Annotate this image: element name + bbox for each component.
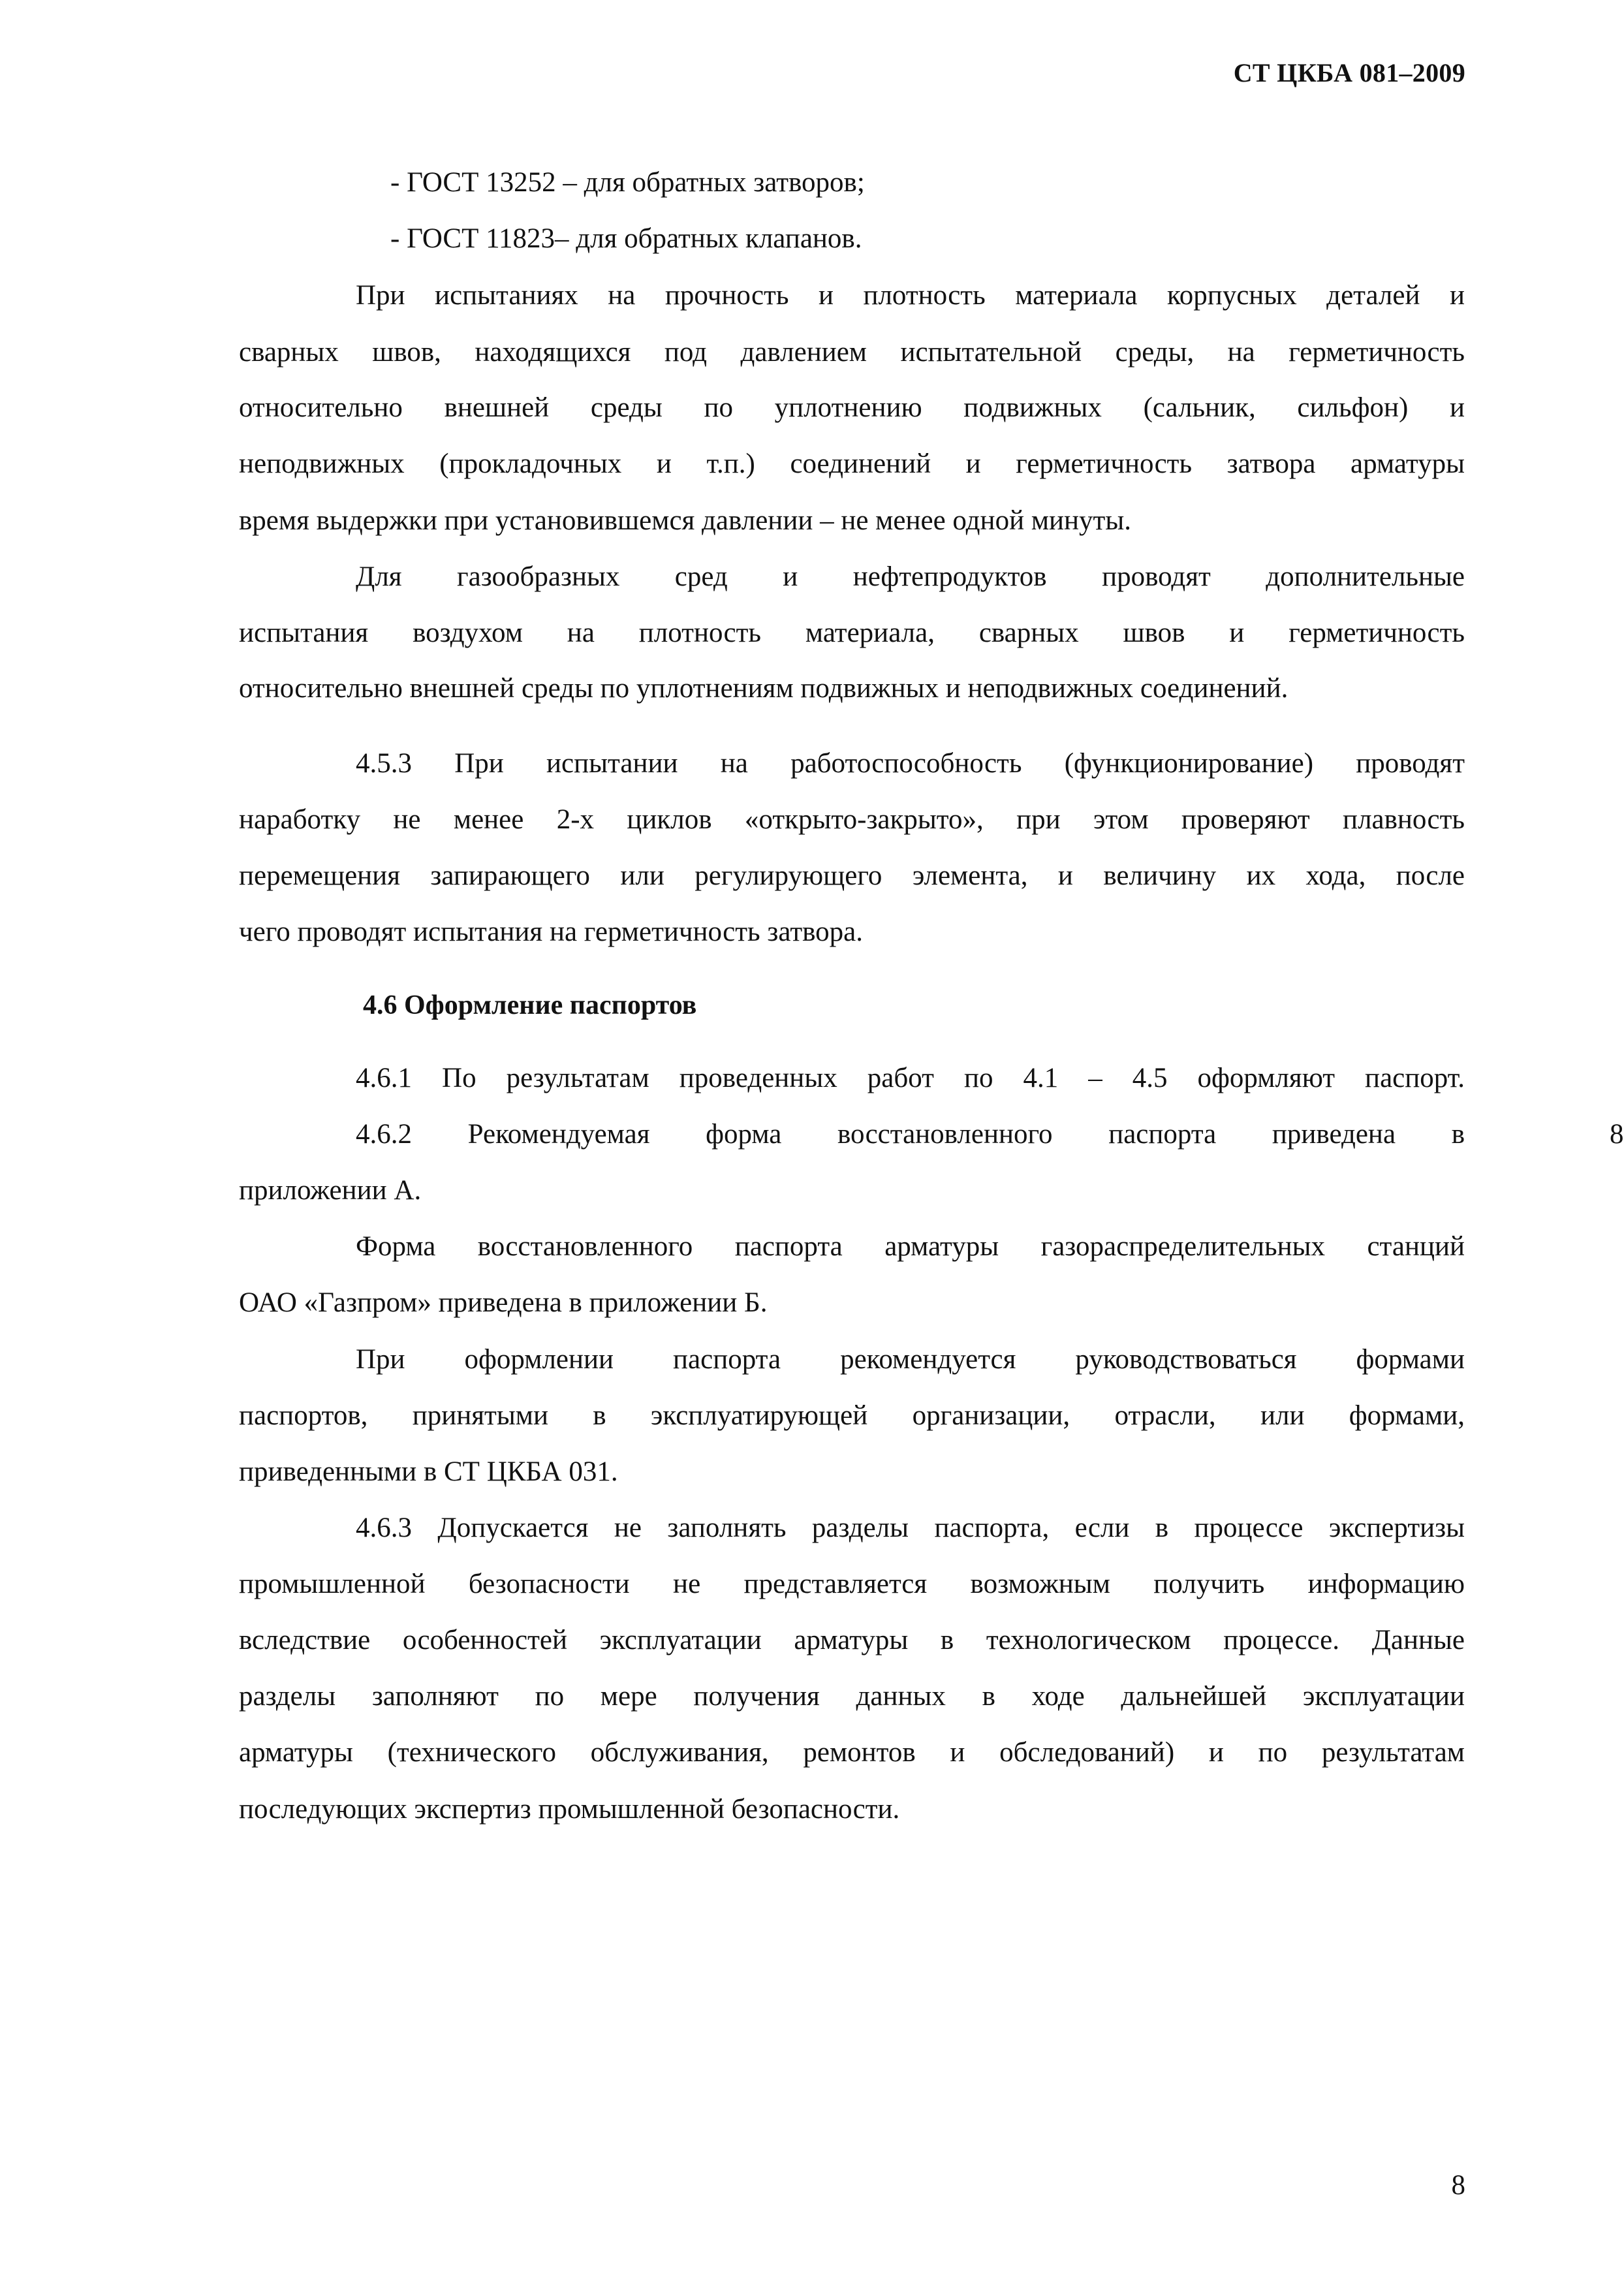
paragraph-line: 4.6.3 Допускается не заполнять разделы паспорта, если в процессе экспертизы [356,1513,1465,1543]
list-item: - ГОСТ 13252 – для обратных затворов; [390,167,865,198]
list-item: - ГОСТ 11823– для обратных клапанов. [390,223,862,254]
paragraph-line: 4.6.1 По результатам проведенных работ по 4.1 – 4.5 оформляют паспорт. [356,1063,1465,1093]
paragraph-line: 4.6.2 Рекомендуемая форма восстановленного паспорта приведена в [356,1119,1465,1150]
stray-character: 8 [1610,1119,1624,1150]
paragraph-line: паспортов, принятыми в эксплуатирующей организации, отрасли, или формами, [239,1400,1465,1431]
paragraph-line: последующих экспертиз промышленной безопасности. [239,1794,900,1825]
paragraph-line: приведенными в СТ ЦКБА 031. [239,1456,618,1487]
paragraph-line: чего проводят испытания на герметичность затвора. [239,917,863,947]
paragraph-line: вследствие особенностей эксплуатации арматуры в технологическом процессе. Данные [239,1625,1465,1655]
paragraph-line: При оформлении паспорта рекомендуется руководствоваться формами [356,1344,1465,1375]
page-number: 8 [1451,2170,1465,2201]
paragraph-line: 4.5.3 При испытании на работоспособность (функционирование) проводят [356,748,1465,779]
paragraph-line: При испытаниях на прочность и плотность материала корпусных деталей и [356,280,1465,311]
section-heading: 4.6 Оформление паспортов [363,990,697,1020]
paragraph-line: промышленной безопасности не представляется возможным получить информацию [239,1569,1465,1599]
paragraph-line: Форма восстановленного паспорта арматуры газораспределительных станций [356,1231,1465,1262]
paragraph-line: ОАО «Газпром» приведена в приложении Б. [239,1287,768,1318]
paragraph-line: неподвижных (прокладочных и т.п.) соединений и герметичность затвора арматуры [239,448,1465,479]
paragraph-line: арматуры (технического обслуживания, ремонтов и обследований) и по результатам [239,1737,1465,1768]
paragraph-line: относительно внешней среды по уплотнению подвижных (сальник, сильфон) и [239,392,1465,423]
paragraph-line: Для газообразных сред и нефтепродуктов проводят дополнительные [356,561,1465,592]
paragraph-line: разделы заполняют по мере получения данных в ходе дальнейшей эксплуатации [239,1681,1465,1712]
paragraph-line: испытания воздухом на плотность материала, сварных швов и герметичность [239,618,1465,648]
paragraph-line: перемещения запирающего или регулирующего элемента, и величину их хода, после [239,860,1465,891]
paragraph-line: относительно внешней среды по уплотнениям подвижных и неподвижных соединений. [239,673,1288,704]
document-code: СТ ЦКБА 081–2009 [1233,58,1465,87]
paragraph-line: наработку не менее 2-х циклов «открыто-закрыто», при этом проверяют плавность [239,804,1465,835]
paragraph-line: сварных швов, находящихся под давлением испытательной среды, на герметичность [239,337,1465,368]
paragraph-line: время выдержки при установившемся давлении – не менее одной минуты. [239,505,1131,536]
paragraph-line: приложении А. [239,1175,422,1206]
